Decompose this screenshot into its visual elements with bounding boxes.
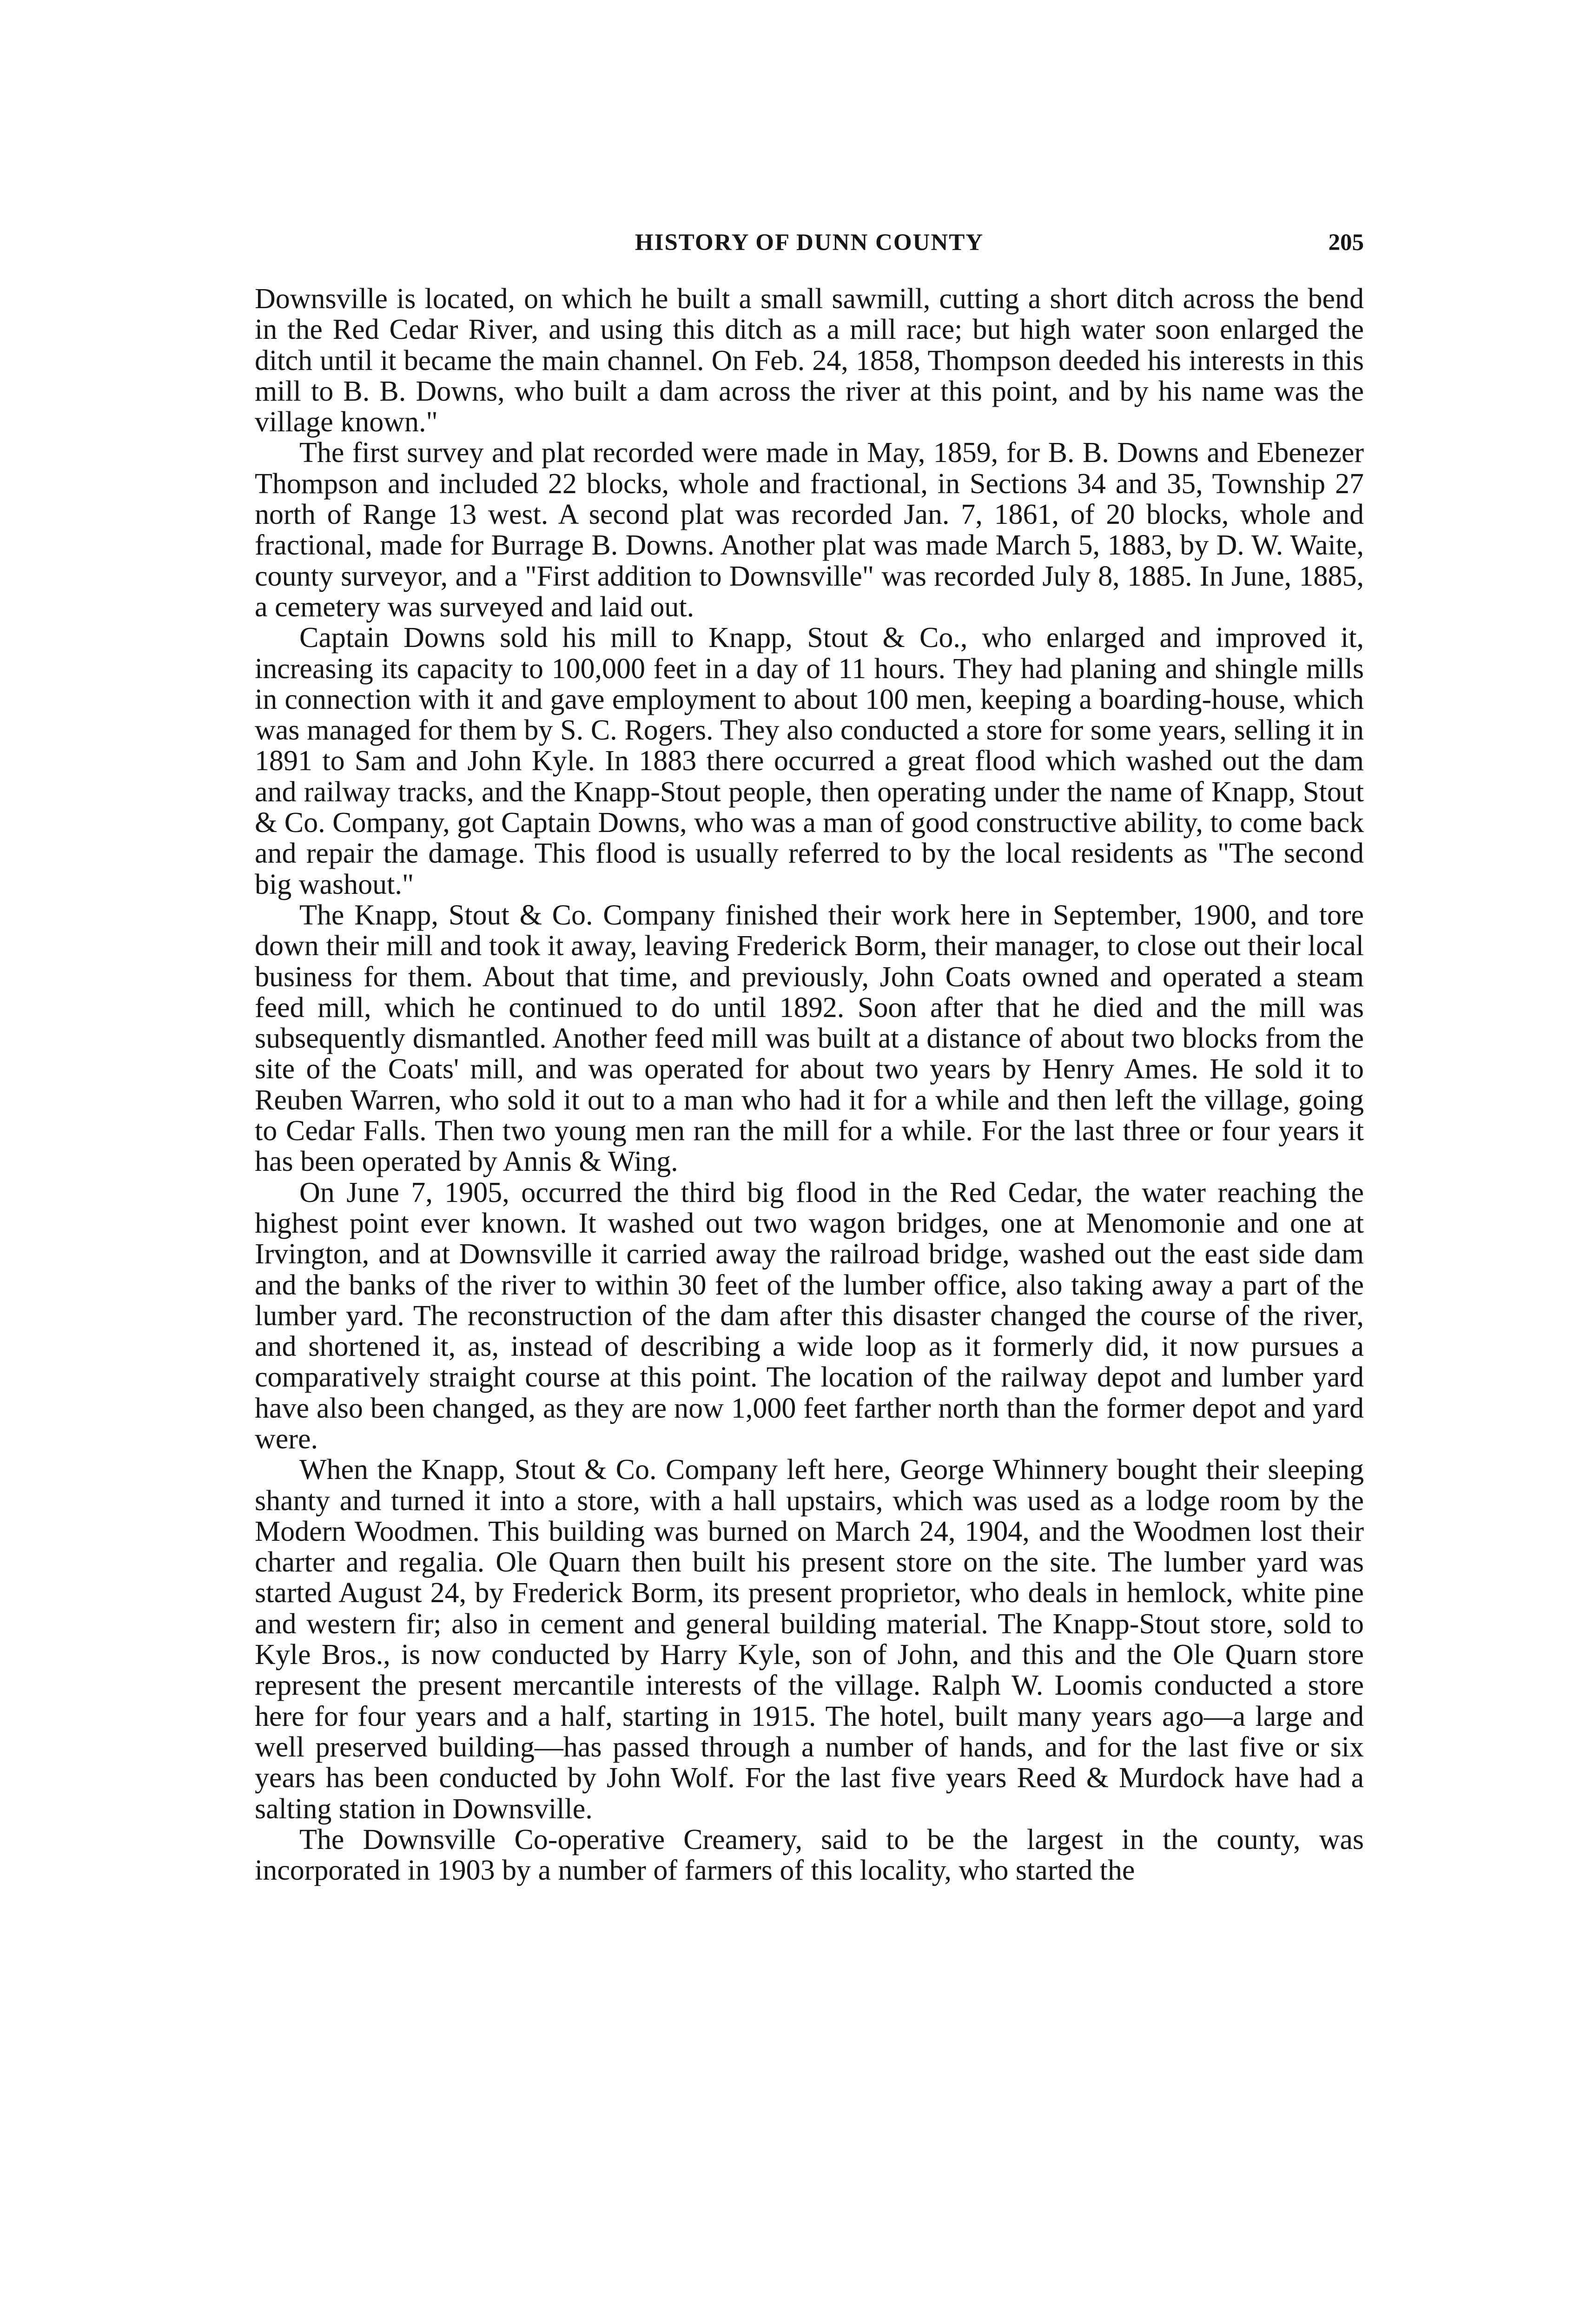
- page-header: [255, 224, 1364, 261]
- paragraph-third-flood: On June 7, 1905, occurred the third big flood in the Red Cedar, the water reaching the highest point ever known. It washed out two wagon bridges, one at Menomonie and one at Irvington, and at Downsville it carried away the railroad bridge, washed out the east side dam and the banks of the river to within 30 feet of the lumber office, also taking away a part of the lumber yard. The reconstruction of the dam after this disaster changed the course of the river, and shortened it, as, instead of describing a wide loop as it formerly did, it now pursues a comparatively straight course at this point. The location of the railway depot and lumber yard have also been changed, as they are now 1,000 feet farther north than the former depot and yard were.: [255, 1176, 1364, 1455]
- paragraph-survey-and-plat: The first survey and plat recorded were made in May, 1859, for B. B. Downs and Ebenezer Thompson and included 22 blocks, whole and fractional, in Sections 34 and 35, Township 27 north of Range 13 west. A second plat was recorded Jan. 7, 1861, of 20 blocks, whole and fractional, made for Burrage B. Downs. Another plat was made March 5, 1883, by D. W. Waite, county surveyor, and a "First addition to Downsville" was recorded July 8, 1885. In June, 1885, a cemetery was surveyed and laid out.: [255, 437, 1364, 623]
- running-title: HISTORY OF DUNN COUNTY: [635, 230, 984, 256]
- paragraph-feed-mills: The Knapp, Stout & Co. Company finished their work here in September, 1900, and tore down their mill and took it away, leaving Frederick Borm, their manager, to close out their local business for them. About that time, and previously, John Coats owned and operated a steam feed mill, which he continued to do until 1892. Soon after that he died and the mill was subsequently dismantled. Another feed mill was built at a distance of about two blocks from the site of the Coats' mill, and was operated for about two years by Henry Ames. He sold it to Reuben Warren, who sold it out to a man who had it for a while and then left the village, going to Cedar Falls. Then two young men ran the mill for a while. For the last three or four years it has been operated by Annis & Wing.: [255, 899, 1364, 1178]
- page-number: 205: [1328, 230, 1364, 256]
- paragraph-stores-and-hotel: When the Knapp, Stout & Co. Company left here, George Whinnery bought their sleeping shanty and turned it into a store, with a hall upstairs, which was used as a lodge room by the Modern Woodmen. This building was burned on March 24, 1904, and the Woodmen lost their charter and regalia. Ole Quarn then built his present store on the site. The lumber yard was started August 24, by Frederick Borm, its present proprietor, who deals in hemlock, white pine and western fir; also in cement and general building material. The Knapp-Stout store, sold to Kyle Bros., is now conducted by Harry Kyle, son of John, and this and the Ole Quarn store represent the present mercantile interests of the village. Ralph W. Loomis conducted a store here for four years and a half, starting in 1915. The hotel, built many years ago—a large and well preserved building—has passed through a number of hands, and for the last five or six years has been conducted by John Wolf. For the last five years Reed & Murdock have had a salting station in Downsville.: [255, 1454, 1364, 1825]
- paragraph-creamery: The Downsville Co-operative Creamery, said to be the largest in the county, was incorporated in 1903 by a number of farmers of this locality, who started the: [255, 1823, 1364, 1887]
- body-text: [255, 284, 1364, 2143]
- paragraph-mill-sale: Captain Downs sold his mill to Knapp, Stout & Co., who enlarged and improved it, increasing its capacity to 100,000 feet in a day of 11 hours. They had planing and shingle mills in connection with it and gave employment to about 100 men, keeping a boarding-house, which was managed for them by S. C. Rogers. They also conducted a store for some years, selling it in 1891 to Sam and John Kyle. In 1883 there occurred a great flood which washed out the dam and railway tracks, and the Knapp-Stout people, then operating under the name of Knapp, Stout & Co. Company, got Captain Downs, who was a man of good constructive ability, to come back and repair the damage. This flood is usually referred to by the local residents as "The second big washout.": [255, 622, 1364, 900]
- paragraph-continued: Downsville is located, on which he built a small sawmill, cutting a short ditch across the bend in the Red Cedar River, and using this ditch as a mill race; but high water soon enlarged the ditch until it became the main channel. On Feb. 24, 1858, Thompson deeded his interests in this mill to B. B. Downs, who built a dam across the river at this point, and by his name was the village known.": [255, 283, 1364, 438]
